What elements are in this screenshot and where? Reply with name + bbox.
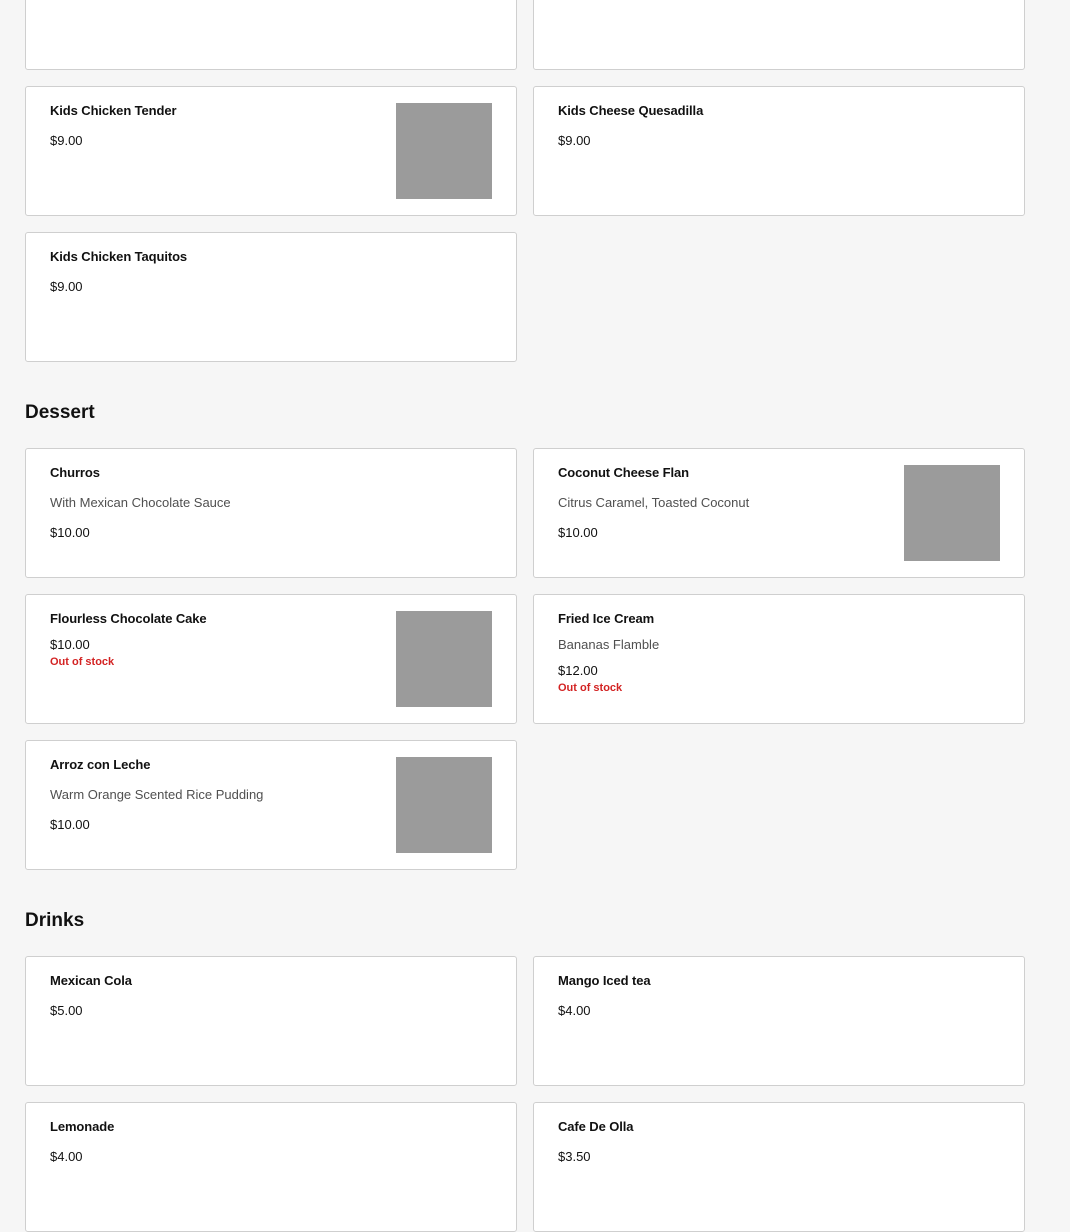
item-price: $9.00 xyxy=(50,133,83,148)
menu-item-card[interactable] xyxy=(25,956,517,1086)
item-price: $4.00 xyxy=(50,1149,83,1164)
section-title-drinks: Drinks xyxy=(25,910,85,931)
menu-item-card[interactable] xyxy=(25,448,517,578)
item-name: Mexican Cola xyxy=(50,973,132,988)
item-name: Kids Chicken Tender xyxy=(50,103,177,118)
item-name: Coconut Cheese Flan xyxy=(558,465,690,480)
item-description: With Mexican Chocolate Sauce xyxy=(50,495,231,510)
item-name: Arroz con Leche xyxy=(50,757,151,772)
menu-item-card[interactable] xyxy=(533,0,1025,70)
menu-item-card[interactable] xyxy=(533,956,1025,1086)
item-price: $9.00 xyxy=(558,133,591,148)
item-image xyxy=(904,465,1000,561)
item-price: $10.00 xyxy=(50,817,90,832)
item-image xyxy=(396,757,492,853)
item-price: $12.00 xyxy=(558,663,598,678)
menu-item-card[interactable] xyxy=(25,740,517,870)
item-name: Lemonade xyxy=(50,1119,115,1134)
menu-item-card[interactable] xyxy=(25,594,517,724)
menu-item-card[interactable] xyxy=(533,448,1025,578)
item-name: Flourless Chocolate Cake xyxy=(50,611,207,626)
item-name: Kids Cheese Quesadilla xyxy=(558,103,704,118)
item-image xyxy=(396,611,492,707)
item-name: Mango Iced tea xyxy=(558,973,651,988)
out-of-stock-label: Out of stock xyxy=(558,682,623,694)
menu-item-card[interactable] xyxy=(25,1102,517,1232)
item-price: $3.50 xyxy=(558,1149,591,1164)
menu-item-card[interactable] xyxy=(533,86,1025,216)
menu-item-card[interactable] xyxy=(25,86,517,216)
item-name: Fried Ice Cream xyxy=(558,611,655,626)
item-name: Kids Chicken Taquitos xyxy=(50,249,188,264)
out-of-stock-label: Out of stock xyxy=(50,656,115,668)
item-price: $10.00 xyxy=(50,525,90,540)
section-title-dessert: Dessert xyxy=(25,402,95,423)
item-name: Churros xyxy=(50,465,100,480)
item-description: Bananas Flamble xyxy=(558,637,660,652)
item-price: $9.00 xyxy=(50,279,83,294)
item-price: $10.00 xyxy=(558,525,598,540)
item-name: Cafe De Olla xyxy=(558,1119,634,1134)
item-image xyxy=(396,103,492,199)
item-price: $4.00 xyxy=(558,1003,591,1018)
menu-item-card[interactable] xyxy=(533,594,1025,724)
item-description: Citrus Caramel, Toasted Coconut xyxy=(558,495,750,510)
item-description: Warm Orange Scented Rice Pudding xyxy=(50,787,264,802)
menu-item-card[interactable] xyxy=(25,232,517,362)
menu-item-card[interactable] xyxy=(533,1102,1025,1232)
item-price: $5.00 xyxy=(50,1003,83,1018)
item-price: $10.00 xyxy=(50,637,90,652)
menu-item-card[interactable] xyxy=(25,0,517,70)
